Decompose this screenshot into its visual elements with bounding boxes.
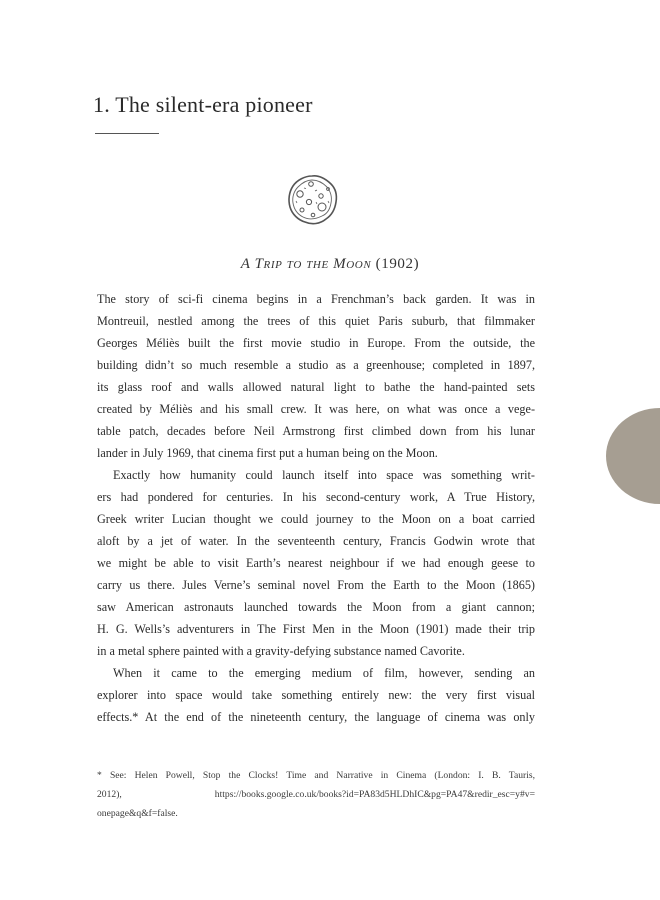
body-line: The story of sci-fi cinema begins in a Frenchman’s back garden. It was in — [97, 292, 535, 306]
body-text — [97, 288, 535, 728]
body-line: its glass roof and walls allowed natural light to bathe the hand-painted sets — [97, 380, 535, 394]
film-name: A Trip to the Moon — [240, 256, 372, 272]
body-line: Montreuil, nestled among the trees of this quiet Paris suburb, that filmmaker — [97, 314, 535, 328]
title-rule — [95, 133, 159, 134]
body-line: explorer into space would take something entirely new: the very first visual — [97, 688, 535, 702]
body-line: building didn’t so much resemble a studio as a greenhouse; completed in 1897, — [97, 358, 535, 372]
body-line: in a metal sphere painted with a gravity-defying substance named Cavorite. — [97, 644, 465, 658]
body-line: we might be able to visit Earth’s nearest neighbour if we had enough geese to — [97, 556, 535, 570]
body-line: carry us there. Jules Verne’s seminal novel From the Earth to the Moon (1865) — [97, 578, 535, 592]
body-line: H. G. Wells’s adventurers in The First Men in the Moon (1901) made their trip — [97, 622, 535, 636]
body-line: Georges Méliès built the first movie studio in Europe. From the outside, the — [97, 336, 535, 350]
footnote — [97, 766, 535, 823]
film-year: (1902) — [375, 256, 420, 272]
body-line: Exactly how humanity could launch itself into space was something writ- — [113, 468, 535, 482]
film-heading — [0, 256, 660, 273]
body-line: table patch, decades before Neil Armstrong first climbed down from his lunar — [97, 424, 535, 438]
body-line: aloft by a jet of water. In the seventeenth century, Francis Godwin wrote that — [97, 534, 535, 548]
body-line: created by Méliès and his small crew. It was here, on what was once a vege- — [97, 402, 535, 416]
body-line: Greek writer Lucian thought we could journey to the Moon on a boat carried — [97, 512, 535, 526]
body-line: When it came to the emerging medium of film, however, sending an — [113, 666, 535, 680]
footnote-line: onepage&q&f=false. — [97, 808, 178, 819]
body-line: effects.* At the end of the nineteenth century, the language of cinema was only — [97, 710, 535, 724]
footnote-line: * See: Helen Powell, Stop the Clocks! Time and Narrative in Cinema (London: I. B. Tauris, — [97, 770, 535, 781]
body-line: lander in July 1969, that cinema first put a human being on the Moon. — [97, 446, 438, 460]
body-line: ers had pondered for centuries. In his second-century work, A True History, — [97, 490, 535, 504]
moon-icon — [285, 172, 339, 228]
body-line: saw American astronauts launched towards the Moon from a giant cannon; — [97, 600, 535, 614]
page-edge-tab — [606, 408, 660, 504]
chapter-title: 1. The silent-era pioneer — [93, 92, 313, 117]
footnote-line: 2012), https://books.google.co.uk/books?id=PA83d5HLDhIC&pg=PA47&redir_esc=y#v= — [97, 789, 535, 800]
